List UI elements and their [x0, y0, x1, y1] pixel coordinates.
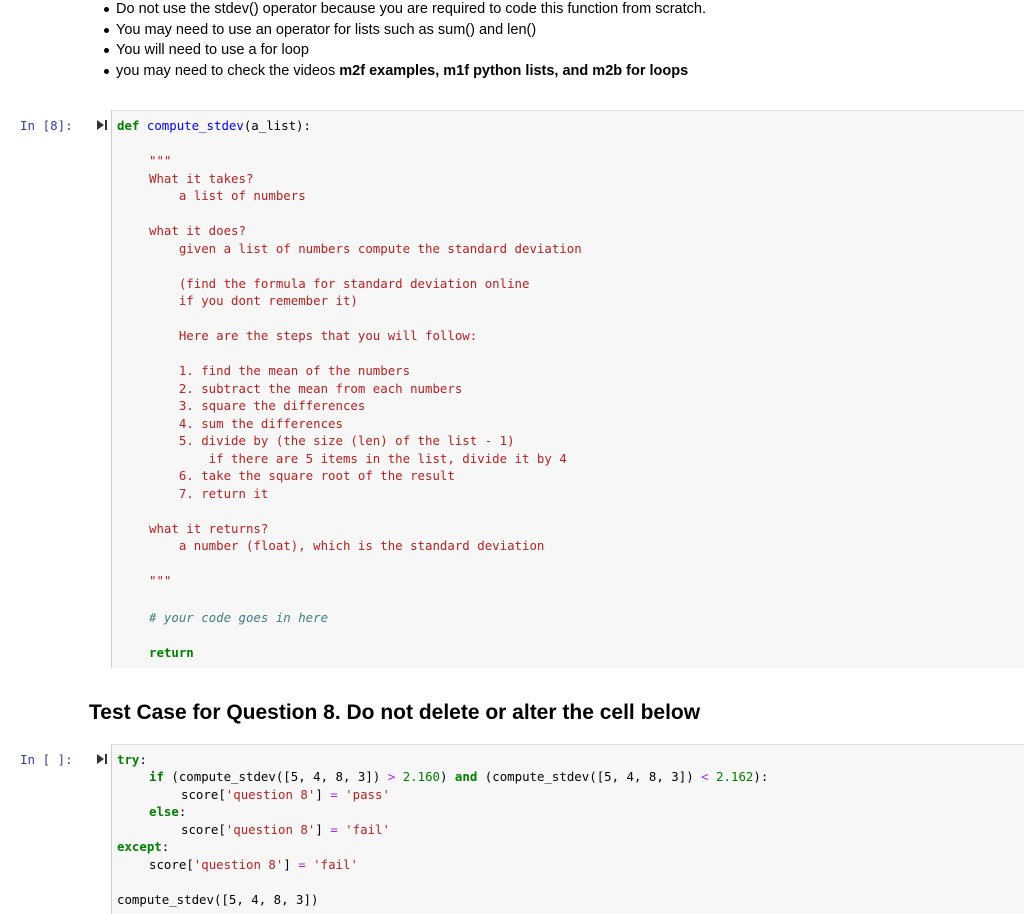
docstring-line: 6. take the square root of the result — [149, 468, 455, 483]
docstring-line: """ — [149, 153, 172, 168]
docstring-line: """ — [149, 573, 172, 588]
docstring-line: what it does? — [149, 223, 246, 238]
docstring-line: Here are the steps that you will follow: — [149, 328, 478, 343]
code-line-score-pass: score['question 8'] = 'pass' — [181, 787, 390, 802]
call-name: compute_stdev — [178, 769, 276, 784]
cell-prompt: In [8]: — [20, 118, 73, 133]
instruction-item: Do not use the stdev() operator because you are required to code this function from scratch. — [116, 1, 706, 17]
bullet-dot — [104, 69, 109, 74]
code-line-score-fail: score['question 8'] = 'fail' — [181, 822, 390, 837]
docstring-line: 5. divide by (the size (len) of the list - 1) — [149, 433, 515, 448]
try-keyword: try — [117, 752, 140, 767]
cell-prompt: In [ ]: — [20, 752, 73, 767]
code-line-try: try: — [117, 752, 147, 767]
bullet-dot — [104, 7, 109, 12]
docstring-line: 1. find the mean of the numbers — [149, 363, 411, 378]
lower-bound: 2.160 — [402, 769, 440, 784]
docstring-line: a list of numbers — [149, 188, 306, 203]
fail-string: 'fail' — [345, 822, 390, 837]
function-signature: (a_list): — [243, 118, 311, 133]
score-key: 'question 8' — [193, 857, 284, 872]
score-var: score — [149, 857, 187, 872]
docstring-line: what it returns? — [149, 520, 269, 536]
call-name: compute_stdev — [492, 769, 590, 784]
docstring-line: if you dont remember it) — [149, 293, 358, 308]
bullet-dot — [104, 28, 109, 33]
pass-string: 'pass' — [345, 787, 390, 802]
instruction-bold-text: m2f examples, m1f python lists, and m2b for loops — [339, 63, 689, 79]
code-line-call: compute_stdev([5, 4, 8, 3]) — [117, 892, 319, 907]
function-name: compute_stdev — [146, 118, 244, 133]
code-comment: # your code goes in here — [149, 610, 329, 625]
docstring-line: a number (float), which is the standard deviation — [149, 538, 545, 553]
gt-operator: > — [387, 769, 396, 784]
code-line-def — [117, 117, 311, 135]
else-keyword: else — [149, 804, 179, 819]
docstring-line: 4. sum the differences — [149, 415, 343, 431]
section-heading: Test Case for Question 8. Do not delete or alter the cell below — [89, 701, 701, 724]
run-cell-icon[interactable] — [96, 753, 108, 765]
run-cell-icon[interactable] — [96, 119, 108, 131]
docstring-line — [149, 502, 582, 520]
docstring-line: 2. subtract the mean from each numbers — [149, 380, 463, 396]
list-literal: [5, 4, 8, 3] — [596, 769, 687, 784]
score-key: 'question 8' — [225, 822, 316, 837]
docstring-line: (find the formula for standard deviation online — [149, 275, 530, 291]
docstring-line: 3. square the differences — [149, 398, 366, 413]
except-keyword: except — [117, 839, 162, 854]
code-line-else: else: — [149, 804, 187, 819]
code-line-score-fail-except: score['question 8'] = 'fail' — [149, 857, 358, 872]
and-keyword: and — [454, 769, 478, 784]
def-keyword: def — [117, 118, 140, 133]
docstring-line — [149, 345, 582, 363]
score-key: 'question 8' — [225, 787, 316, 802]
instruction-text: you may need to check the videos — [116, 63, 340, 79]
bullet-dot — [104, 48, 109, 53]
lt-operator: < — [701, 769, 709, 784]
score-var: score — [181, 787, 219, 802]
return-keyword: return — [149, 645, 194, 660]
instruction-item — [116, 62, 688, 80]
score-var: score — [181, 822, 219, 837]
docstring-line — [149, 555, 582, 573]
if-keyword: if — [149, 769, 164, 784]
docstring-line: 7. return it — [149, 485, 269, 501]
instruction-item: You may need to use an operator for lists such as sum() and len() — [116, 22, 537, 38]
docstring-line — [149, 257, 582, 275]
code-line-except: except: — [117, 839, 170, 854]
docstring-line — [149, 205, 582, 223]
upper-bound: 2.162 — [716, 769, 754, 784]
list-literal: [5, 4, 8, 3] — [283, 769, 373, 784]
docstring-line — [149, 310, 582, 328]
code-line-if: if (compute_stdev([5, 4, 8, 3]) > 2.160) and (compute_stdev([5, 4, 8, 3]) < 2.162): — [149, 769, 769, 784]
docstring-line: What it takes? — [149, 170, 254, 186]
docstring-line: if there are 5 items in the list, divide it by 4 — [149, 450, 567, 466]
instruction-item: You will need to use a for loop — [116, 42, 309, 58]
fail-string: 'fail' — [313, 857, 358, 872]
docstring-line: given a list of numbers compute the standard deviation — [149, 240, 582, 256]
docstring — [149, 152, 582, 590]
